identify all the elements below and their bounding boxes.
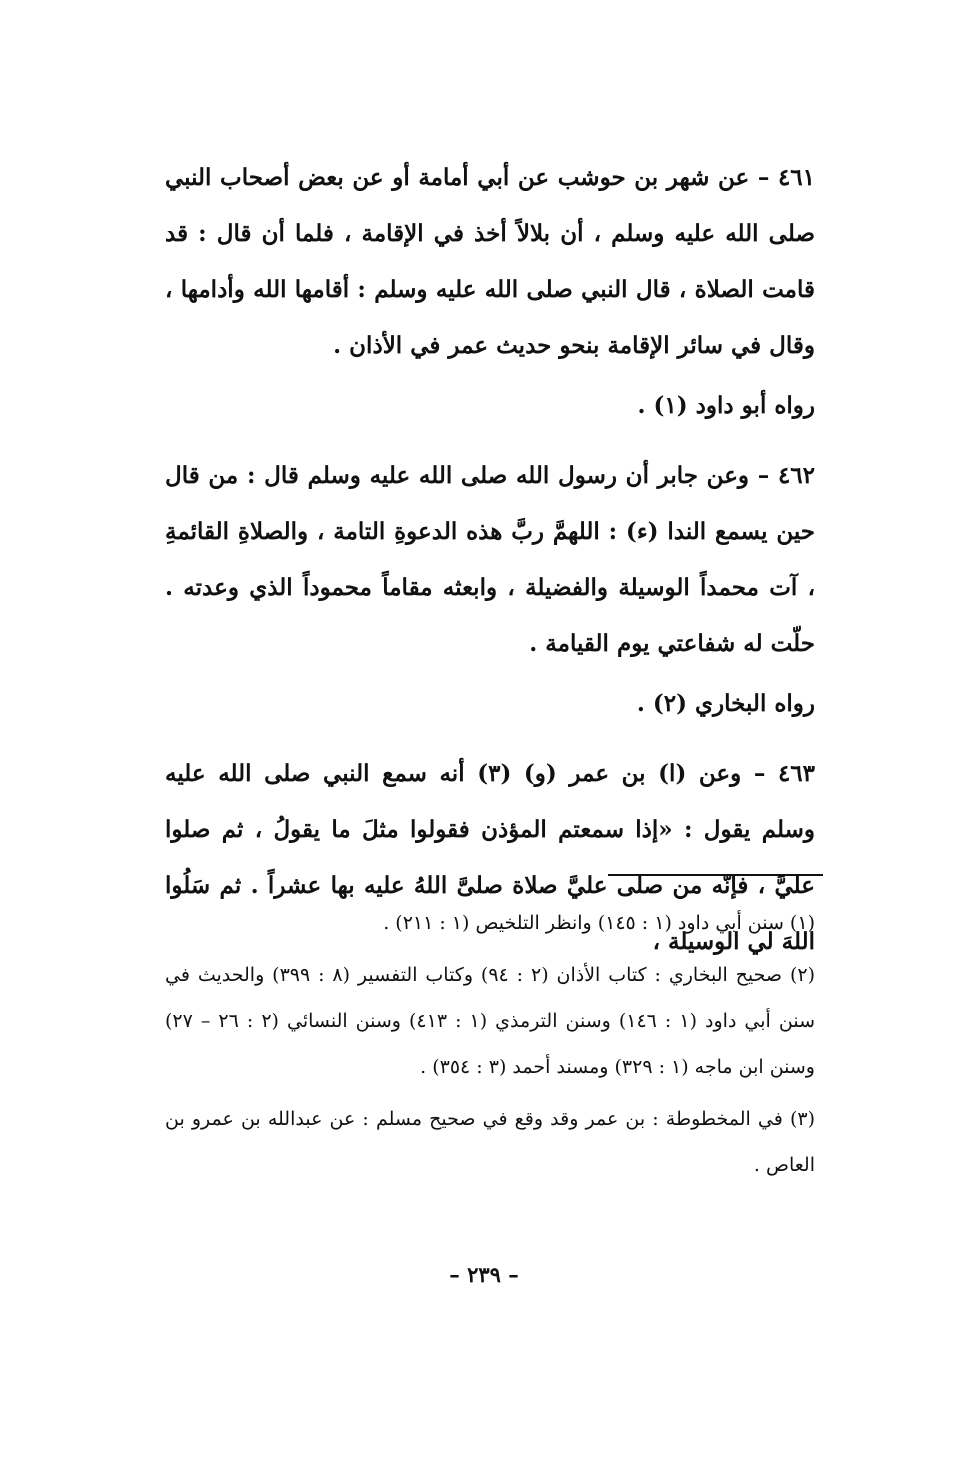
hadith-462-text: ٤٦٢ – وعن جابر أن رسول الله صلى الله عليه وسلم قال : من قال حين يسمع الندا (ء) : اللهمَّ ربَّ هذه الدعوةِ التامة ، والصلاةِ القائمةِ ، آت محمداً الوسيلة والفضيلة ، وابعثه مقاماً محموداً الذي وعدته . حلّت له شفاعتي يوم القيامة . bbox=[165, 462, 815, 657]
footnote-3: (٣) في المخطوطة : بن عمر وقد وقع في صحيح مسلم : عن عبدالله بن عمرو بن العاص . bbox=[165, 1108, 815, 1176]
footnotes bbox=[165, 900, 815, 1194]
hadith-463-text: ٤٦٣ – وعن (ا) بن عمر (و) (٣) أنه سمع النبي صلى الله عليه وسلم يقول : «إذا سمعتم المؤذن فقولوا مثلَ ما يقولُ ، ثم صلوا عليَّ ، فإنّه من صلى عليَّ صلاة صلىَّ اللهُ عليه بها عشراً . ثم سَلُوا اللهَ لي الوسيلة ، bbox=[165, 760, 815, 955]
footnote-1: (١) سنن أبي داود (١ : ١٤٥) وانظر التلخيص (١ : ٢١١) . bbox=[383, 912, 815, 934]
main-text bbox=[165, 150, 815, 970]
hadith-462-source: رواه البخاري (٢) . bbox=[636, 690, 815, 717]
hadith-461-source: رواه أبو داود (١) . bbox=[637, 392, 815, 419]
footnote-2: (٢) صحيح البخاري : كتاب الأذان (٢ : ٩٤) وكتاب التفسير (٨ : ٣٩٩) والحديث في سنن أبي داود (١ : ١٤٦) وسنن الترمذي (١ : ٤١٣) وسنن النسائي (٢ : ٢٦ – ٢٧) وسنن ابن ماجه (١ : ٣٢٩) ومسند أحمد (٣ : ٣٥٤) . bbox=[165, 964, 816, 1078]
hadith-461-text: ٤٦١ – عن شهر بن حوشب عن أبي أمامة أو عن بعض أصحاب النبي صلى الله عليه وسلم ، أن بلالاً أخذ في الإقامة ، فلما أن قال : قد قامت الصلاة ، قال النبي صلى الله عليه وسلم : أقامها الله وأدامها ، وقال في سائر الإقامة بنحو حديث عمر في الأذان . bbox=[165, 164, 815, 359]
footnote-divider bbox=[608, 874, 823, 876]
page-number: – ٢٣٩ – bbox=[449, 1262, 519, 1287]
